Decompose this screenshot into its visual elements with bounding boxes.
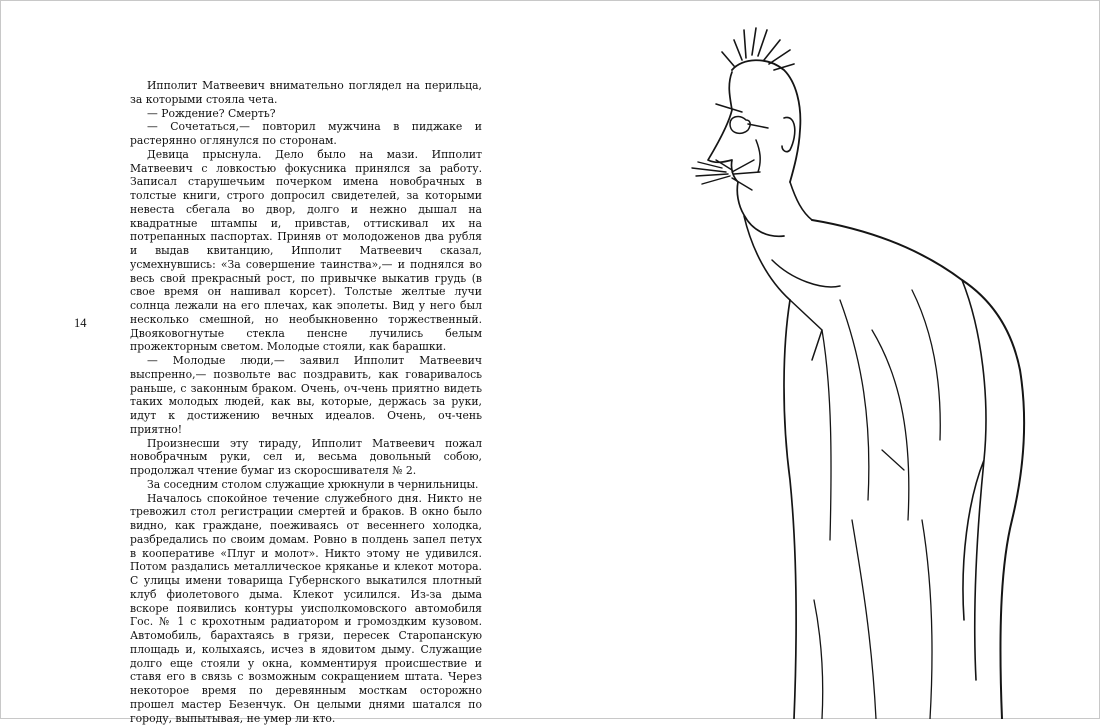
portrait-sketch-icon <box>672 0 1100 719</box>
paragraph: За соседним столом служащие хрюкнули в чернильницы. <box>130 478 482 492</box>
paragraph: — Молодые люди,— заявил Ипполит Матвеевич выспренно,— позвольте вас поздравить, как говаривалось раньше, с законным браком. Очень, оч-чень приятно видеть таких молодых людей, как вы, которые, держась за руки, идут к достижению вечных идеалов. Очень, оч-чень приятно! <box>130 354 482 437</box>
paragraph: — Сочетаться,— повторил мужчина в пиджаке и растерянно оглянулся по сторонам. <box>130 120 482 148</box>
paragraph: Ипполит Матвеевич внимательно поглядел на перильца, за которыми стояла чета. <box>130 79 482 107</box>
page-number: 14 <box>74 316 87 331</box>
paragraph: Началось спокойное течение служебного дня. Никто не тревожил стол регистрации смертей и браков. В окно было видно, как граждане, поеживаясь от весеннего холодка, разбредались по своим домам. Ровно в полдень запел петух в кооперативе «Плуг и молот». Никто этому не удивился. Потом раздались металлическое кряканье и клекот мотора. С улицы имени товарища Губернского выкатился плотный клуб фиолетового дыма. Клекот усилился. Из-за дыма вскоре появились контуры уисполкомовского автомобиля Гос. № 1 с крохотным радиатором и громоздким кузовом. Автомобиль, барахтаясь в грязи, пересек Старопанскую площадь и, колыхаясь, исчез в ядовитом дыму. Служащие долго еще стояли у окна, комментируя происшествие и ставя его в связь с возможным сокращением штата. Через некоторое время по деревянным мосткам осторожно прошел мастер Безенчук. Он целыми днями шатался по городу, выпытывая, не умер ли кто. <box>130 492 482 725</box>
portrait-illustration <box>672 0 1100 719</box>
paragraph: — Рождение? Смерть? <box>130 107 482 121</box>
text-column <box>130 79 482 725</box>
paragraph: Девица прыснула. Дело было на мази. Ипполит Матвеевич с ловкостью фокусника принялся за работу. Записал старушечьим почерком имена новобрачных в толстые книги, строго допросил свидетелей, за которыми невеста сбегала во двор, долго и нежно дышал на квадратные штампы и, привстав, оттискивал их на потрепанных паспортах. Приняв от молодоженов два рубля и выдав квитанцию, Ипполит Матвеевич сказал, усмехнувшись: «За совершение таинства»,— и поднялся во весь свой прекрасный рост, по привычке выкатив грудь (в свое время он нашивал корсет). Толстые желтые лучи солнца лежали на его плечах, как эполеты. Вид у него был несколько смешной, но необыкновенно торжественный. Двояковогнутые стекла пенсне лучились белым прожекторным светом. Молодые стояли, как барашки. <box>130 148 482 354</box>
paragraph: Произнесши эту тираду, Ипполит Матвеевич пожал новобрачным руки, сел и, весьма довольный собою, продолжал чтение бумаг из скоросшивателя № 2. <box>130 437 482 478</box>
